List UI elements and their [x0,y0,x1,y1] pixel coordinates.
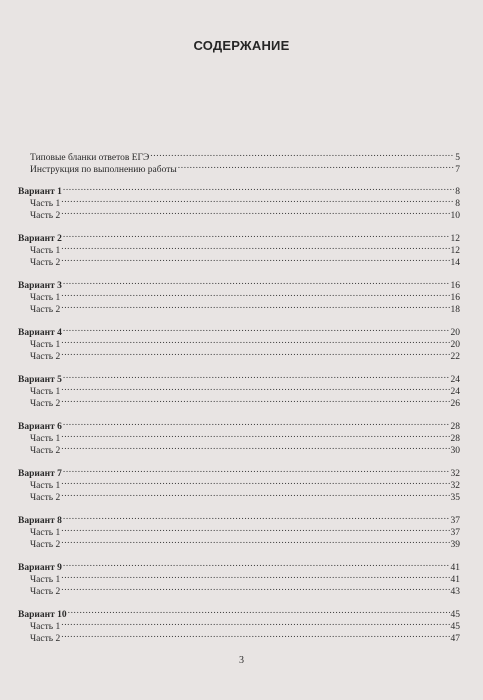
toc-entry-label: Вариант 6 [18,422,62,432]
toc-part-entry [18,347,460,362]
group-spacer [18,547,460,558]
group-spacer [18,218,460,229]
toc-entry-page: 28 [450,434,460,444]
dot-leader [61,253,449,265]
group-spacer [18,594,460,605]
toc-entry-label: Часть 1 [30,246,61,256]
toc-part-entry [18,300,460,315]
toc-entry-label: Вариант 10 [18,610,67,620]
toc-entry-page: 32 [450,469,460,479]
toc-entry-page: 41 [450,563,460,573]
dot-leader [61,241,449,253]
toc-entry-page: 8 [455,187,460,197]
dot-leader [63,511,450,523]
toc-entry-page: 20 [450,340,460,350]
dot-leader [178,160,454,172]
toc-entry-page: 37 [450,528,460,538]
toc-entry-page: 22 [450,352,460,362]
toc-entry-page: 24 [450,375,460,385]
toc-entry-page: 28 [450,422,460,432]
toc-variant-entry [18,417,460,432]
dot-leader [63,464,450,476]
toc-variant-entry [18,323,460,338]
dot-leader [61,429,449,441]
toc-entry-page: 12 [450,246,460,256]
dot-leader [63,323,450,335]
toc-entry-label: Часть 2 [30,634,61,644]
dot-leader [63,276,450,288]
dot-leader [61,194,454,206]
toc-entry-page: 16 [450,281,460,291]
toc-entry-label: Вариант 2 [18,234,62,244]
toc-part-entry [18,194,460,209]
toc-entry-page: 45 [450,610,460,620]
toc-entry-label: Часть 2 [30,587,61,597]
dot-leader [61,206,449,218]
toc-entry-label: Часть 1 [30,387,61,397]
toc-variant-entry [18,370,460,385]
toc-entry-label: Часть 1 [30,622,61,632]
toc-entry-page: 32 [450,481,460,491]
dot-leader [61,335,449,347]
dot-leader [61,617,449,629]
dot-leader [61,347,449,359]
toc-entry-page: 16 [450,293,460,303]
toc-entry-label: Часть 2 [30,399,61,409]
toc-entry-label: Часть 1 [30,528,61,538]
toc-part-entry [18,288,460,303]
toc-part-entry [18,241,460,256]
toc-part-entry [18,523,460,538]
toc-entry-page: 37 [450,516,460,526]
toc-entry-page: 14 [450,258,460,268]
toc-entry [18,148,460,163]
dot-leader [63,417,450,429]
group-spacer [18,453,460,464]
page-number: 3 [239,655,244,666]
dot-leader [61,535,449,547]
toc-variant-entry [18,229,460,244]
toc-entry-page: 35 [450,493,460,503]
toc-entry-page: 41 [450,575,460,585]
group-spacer [18,500,460,511]
toc-variant-entry [18,605,460,620]
toc-entry-label: Типовые бланки ответов ЕГЭ [30,153,150,163]
dot-leader [61,382,449,394]
toc-entry-label: Часть 1 [30,340,61,350]
toc-variant-entry [18,558,460,573]
toc-part-entry [18,476,460,491]
dot-leader [63,229,450,241]
toc-entry-label: Часть 1 [30,199,61,209]
dot-leader [63,370,450,382]
toc-entry-label: Вариант 9 [18,563,62,573]
dot-leader [61,523,449,535]
toc-variant-entry [18,464,460,479]
dot-leader [61,288,449,300]
toc-entry-label: Вариант 3 [18,281,62,291]
toc-part-entry [18,629,460,644]
toc-entry-label: Инструкция по выполнению работы [30,165,177,175]
toc-entry-page: 47 [450,634,460,644]
toc-entry-page: 24 [450,387,460,397]
toc-entry-page: 5 [455,153,460,163]
toc-part-entry [18,429,460,444]
dot-leader [150,148,454,160]
group-spacer [18,265,460,276]
toc-variant-entry [18,182,460,197]
toc-entry-page: 20 [450,328,460,338]
toc-part-entry [18,582,460,597]
dot-leader [63,558,450,570]
toc-entry-label: Часть 2 [30,305,61,315]
toc-entry-label: Часть 2 [30,258,61,268]
toc-entry-page: 26 [450,399,460,409]
table-of-contents [18,148,460,644]
dot-leader [61,570,449,582]
dot-leader [63,182,454,194]
toc-entry-label: Вариант 1 [18,187,62,197]
dot-leader [61,629,449,641]
toc-entry-page: 18 [450,305,460,315]
toc-entry-label: Часть 2 [30,211,61,221]
toc-part-entry [18,488,460,503]
toc-part-entry [18,441,460,456]
toc-entry-label: Часть 1 [30,293,61,303]
toc-entry-label: Вариант 8 [18,516,62,526]
toc-entry-label: Часть 1 [30,434,61,444]
toc-variant-entry [18,276,460,291]
dot-leader [61,582,449,594]
toc-entry-page: 43 [450,587,460,597]
dot-leader [68,605,450,617]
dot-leader [61,441,449,453]
toc-part-entry [18,570,460,585]
toc-entry-page: 8 [455,199,460,209]
toc-part-entry [18,206,460,221]
toc-part-entry [18,335,460,350]
toc-entry-page: 45 [450,622,460,632]
toc-part-entry [18,617,460,632]
page-title: СОДЕРЖАНИЕ [193,38,290,53]
toc-entry-label: Вариант 7 [18,469,62,479]
toc-entry-page: 12 [450,234,460,244]
toc-entry-label: Часть 2 [30,540,61,550]
toc-part-entry [18,535,460,550]
group-spacer [18,359,460,370]
toc-entry-label: Часть 2 [30,352,61,362]
dot-leader [61,300,449,312]
toc-entry-page: 7 [455,165,460,175]
toc-entry-page: 30 [450,446,460,456]
dot-leader [61,488,449,500]
toc-part-entry [18,253,460,268]
toc-entry-label: Вариант 4 [18,328,62,338]
toc-entry-label: Часть 1 [30,575,61,585]
toc-part-entry [18,382,460,397]
dot-leader [61,476,449,488]
toc-entry-label: Часть 2 [30,493,61,503]
toc-entry-page: 39 [450,540,460,550]
dot-leader [61,394,449,406]
toc-variant-entry [18,511,460,526]
toc-entry-label: Вариант 5 [18,375,62,385]
group-spacer [18,406,460,417]
toc-entry-page: 10 [450,211,460,221]
variants-list [18,172,460,644]
group-spacer [18,312,460,323]
toc-part-entry [18,394,460,409]
toc-entry-label: Часть 2 [30,446,61,456]
toc-entry-label: Часть 1 [30,481,61,491]
